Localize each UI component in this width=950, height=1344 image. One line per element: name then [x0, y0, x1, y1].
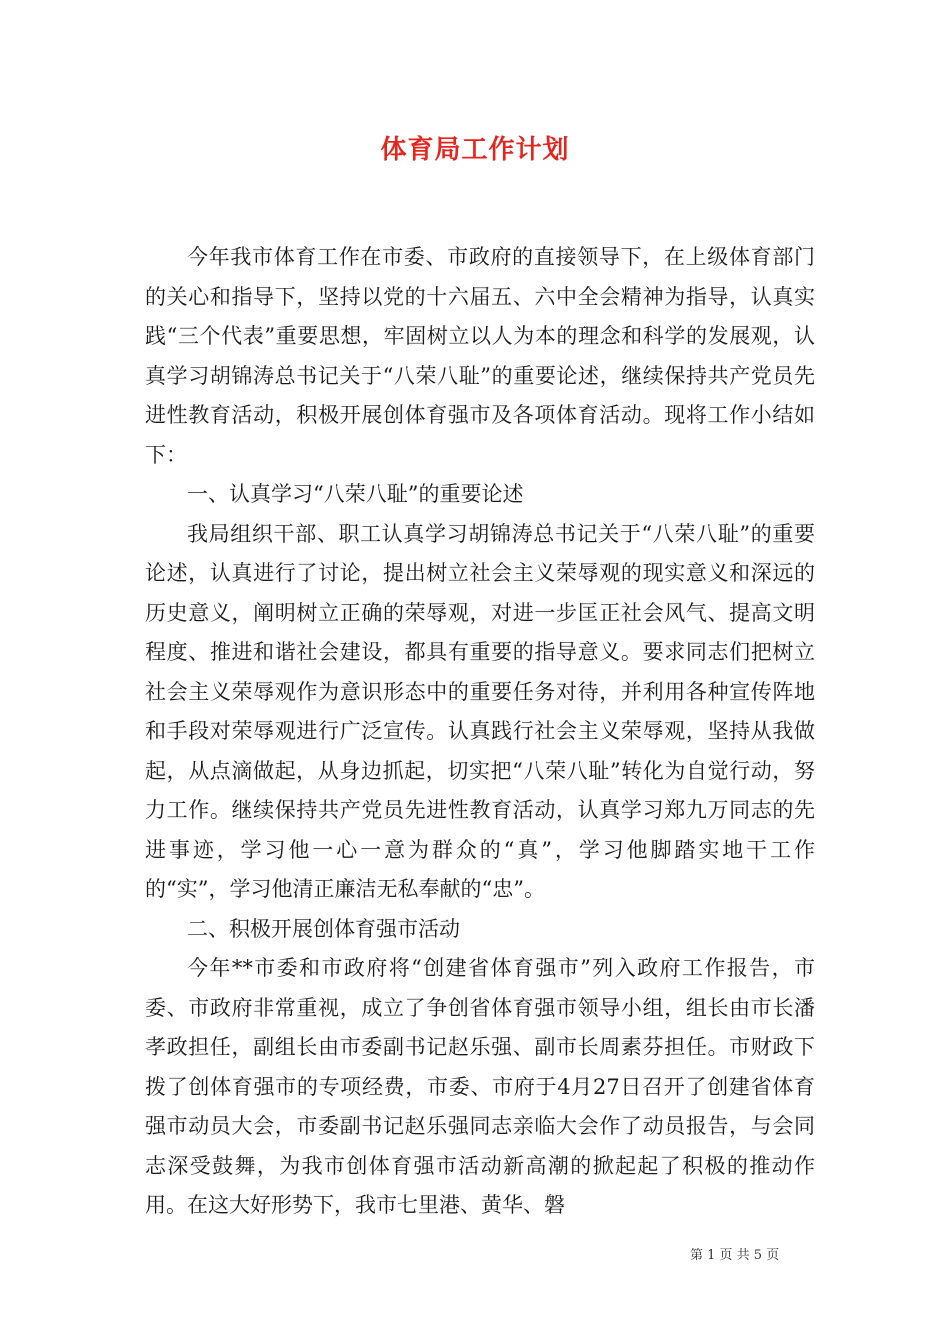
- paragraph-section-1: 我局组织干部、职工认真学习胡锦涛总书记关于“八荣八耻”的重要论述，认真进行了讨论，提出树立社会主义荣辱观的现实意义和深远的历史意义，阐明树立正确的荣辱观，对进一步匡正社会风气、提高文明程度、推进和谐社会建设，都具有重要的指导意义。要求同志们把树立社会主义荣辱观作为意识形态中的重要任务对待，并利用各种宣传阵地和手段对荣辱观进行广泛宣传。认真践行社会主义荣辱观，坚持从我做起，从点滴做起，从身边抓起，切实把“八荣八耻”转化为自觉行动，努力工作。继续保持共产党员先进性教育活动，认真学习郑九万同志的先进事迹，学习他一心一意为群众的“真”，学习他脚踏实地干工作的“实”，学习他清正廉洁无私奉献的“忠”。: [145, 521, 815, 901]
- paragraph-intro: 今年我市体育工作在市委、市政府的直接领导下，在上级体育部门的关心和指导下，坚持以党的十六届五、六中全会精神为指导，认真实践“三个代表”重要思想，牢固树立以人为本的理念和科学的发展观，认真学习胡锦涛总书记关于“八荣八耻”的重要论述，继续保持共产党员先进性教育活动，积极开展创体育强市及各项体育活动。现将工作小结如下：: [145, 245, 815, 467]
- page-number: 第 1 页 共 5 页: [690, 1248, 780, 1263]
- paragraph-section-2: 今年**市委和市政府将“创建省体育强市”列入政府工作报告，市委、市政府非常重视，成立了争创省体育强市领导小组，组长由市长潘孝政担任，副组长由市委副书记赵乐强、副市长周素芬担任。市财政下拨了创体育强市的专项经费，市委、市府于4月27日召开了创建省体育强市动员大会，市委副书记赵乐强同志亲临大会作了动员报告，与会同志深受鼓舞，为我市创体育强市活动新高潮的掀起起了积极的推动作用。在这大好形势下，我市七里港、黄华、磐: [145, 956, 815, 1217]
- section-heading-1: 一、认真学习“八荣八耻”的重要论述: [187, 482, 524, 506]
- section-heading-2: 二、积极开展创体育强市活动: [187, 916, 460, 941]
- document-title: 体育局工作计划: [380, 135, 570, 165]
- document-body: [145, 238, 815, 1226]
